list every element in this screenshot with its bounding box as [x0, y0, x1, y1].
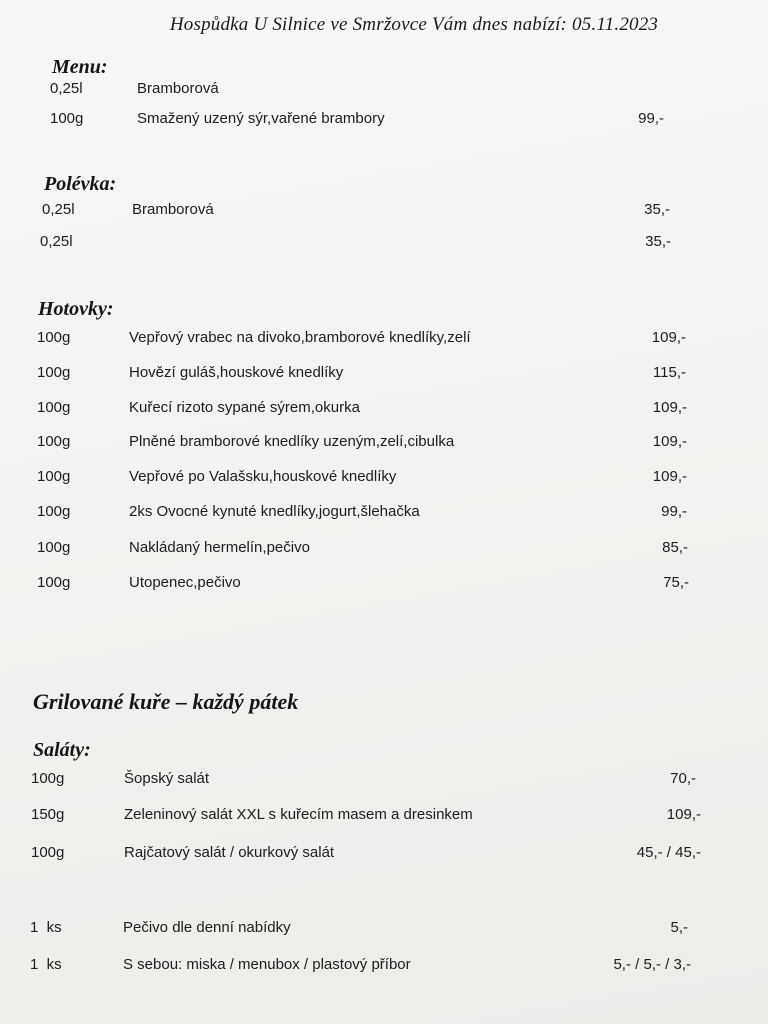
- item-quantity: 100g: [50, 110, 84, 127]
- section-heading-salads: Saláty:: [33, 739, 91, 761]
- section-heading-mains: Hotovky:: [38, 298, 114, 320]
- item-name: 2ks Ovocné kynuté knedlíky,jogurt,šlehačka: [129, 503, 420, 520]
- list-item: [0, 919, 768, 941]
- list-item: [0, 539, 768, 561]
- item-name: Nakládaný hermelín,pečivo: [129, 539, 310, 556]
- page-title: Hospůdka U Silnice ve Smržovce Vám dnes nabízí: 05.11.2023: [169, 14, 659, 35]
- item-name: Pečivo dle denní nabídky: [123, 919, 291, 936]
- list-item: [0, 844, 768, 866]
- item-name: Smažený uzený sýr,vařené brambory: [137, 110, 385, 127]
- item-name: Plněné bramborové knedlíky uzeným,zelí,cibulka: [129, 433, 455, 450]
- item-name: Bramborová: [137, 80, 219, 97]
- item-name: Zeleninový salát XXL s kuřecím masem a dresinkem: [124, 806, 473, 823]
- item-price: 109,-: [652, 468, 687, 485]
- item-name: Vepřový vrabec na divoko,bramborové knedlíky,zelí: [129, 329, 471, 346]
- list-item: [0, 770, 768, 792]
- list-item: [0, 201, 768, 223]
- item-price: 109,-: [652, 433, 687, 450]
- item-price: 35,-: [644, 201, 670, 218]
- list-item: [0, 433, 768, 455]
- item-quantity: 100g: [37, 364, 71, 381]
- list-item: [0, 110, 768, 132]
- item-price: 99,-: [638, 110, 664, 127]
- section-heading-soup: Polévka:: [44, 173, 117, 195]
- item-price: 109,-: [666, 806, 701, 823]
- item-price: 75,-: [663, 574, 689, 591]
- list-item: [0, 503, 768, 525]
- item-quantity: 1 ks: [30, 919, 62, 936]
- item-name: Šopský salát: [124, 770, 210, 787]
- list-item: [0, 399, 768, 421]
- item-price: 99,-: [661, 503, 687, 520]
- item-name: Kuřecí rizoto sypané sýrem,okurka: [129, 399, 360, 416]
- item-quantity: 100g: [37, 503, 71, 520]
- section-heading-menu: Menu:: [52, 56, 108, 78]
- item-quantity: 150g: [31, 806, 65, 823]
- item-quantity: 0,25l: [42, 201, 75, 218]
- item-price: 5,-: [670, 919, 688, 936]
- item-quantity: 100g: [37, 468, 71, 485]
- list-item: [0, 806, 768, 828]
- item-quantity: 1 ks: [30, 956, 62, 973]
- item-quantity: 0,25l: [50, 80, 83, 97]
- list-item: [0, 468, 768, 490]
- item-quantity: 100g: [37, 399, 71, 416]
- list-item: [0, 329, 768, 351]
- item-quantity: 100g: [37, 329, 71, 346]
- item-quantity: 0,25l: [40, 233, 73, 250]
- item-quantity: 100g: [31, 844, 65, 861]
- list-item: [0, 80, 768, 102]
- item-price: 109,-: [652, 399, 687, 416]
- item-price: 45,- / 45,-: [636, 844, 701, 861]
- item-quantity: 100g: [37, 539, 71, 556]
- item-price: 109,-: [651, 329, 686, 346]
- grill-banner: Grilované kuře – každý pátek: [33, 689, 299, 714]
- list-item: [0, 574, 768, 596]
- item-name: S sebou: miska / menubox / plastový příbor: [123, 956, 411, 973]
- item-price: 5,- / 5,- / 3,-: [613, 956, 691, 973]
- item-quantity: 100g: [37, 433, 71, 450]
- item-price: 70,-: [670, 770, 696, 787]
- list-item: [0, 364, 768, 386]
- item-name: Bramborová: [132, 201, 214, 218]
- item-name: Hovězí guláš,houskové knedlíky: [129, 364, 344, 381]
- item-price: 115,-: [652, 364, 686, 381]
- item-name: Vepřové po Valašsku,houskové knedlíky: [129, 468, 397, 485]
- item-price: 85,-: [662, 539, 688, 556]
- item-quantity: 100g: [37, 574, 71, 591]
- item-name: Utopenec,pečivo: [129, 574, 241, 591]
- list-item: [0, 956, 768, 978]
- list-item: [0, 233, 768, 255]
- item-name: Rajčatový salát / okurkový salát: [124, 844, 335, 861]
- item-quantity: 100g: [31, 770, 65, 787]
- item-price: 35,-: [645, 233, 671, 250]
